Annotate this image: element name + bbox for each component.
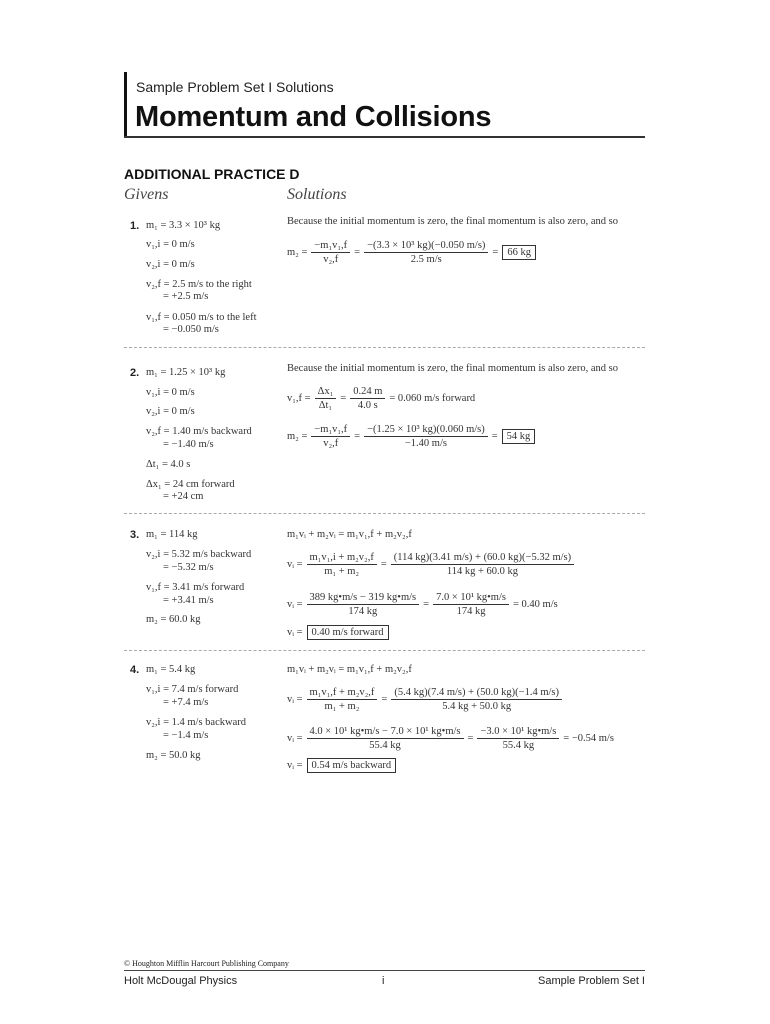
problem-number: 2. bbox=[130, 367, 140, 379]
denominator: 2.5 m/s bbox=[410, 254, 442, 265]
final-answer bbox=[287, 758, 396, 773]
final-answer bbox=[287, 625, 389, 640]
answer-box: 54 kg bbox=[502, 429, 536, 444]
given: = +24 cm bbox=[163, 491, 204, 502]
numerator: 7.0 × 10¹ kg•m/s bbox=[433, 591, 509, 605]
numerator: 389 kg•m/s − 319 kg•m/s bbox=[307, 591, 420, 605]
denominator: m₁ + m₂ bbox=[324, 566, 360, 577]
solution-equation bbox=[287, 239, 536, 266]
given: = +7.4 m/s bbox=[163, 697, 209, 708]
given: v₂,i = 1.4 m/s backward bbox=[146, 717, 246, 728]
momentum-equation: m₁vᵢ + m₂vᵢ = m₁v₁,f + m₂v₂,f bbox=[287, 529, 412, 540]
solution-equation bbox=[287, 551, 574, 578]
page-title: Momentum and Collisions bbox=[135, 101, 492, 133]
numerator: m₁v₁,f + m₂v₂,f bbox=[307, 686, 378, 700]
denominator: v₂,f bbox=[323, 438, 339, 449]
given: Δt₁ = 4.0 s bbox=[146, 459, 191, 470]
divider bbox=[124, 513, 645, 514]
equals: = bbox=[492, 247, 499, 258]
fraction bbox=[307, 686, 378, 713]
solutions-heading: Solutions bbox=[287, 186, 347, 203]
equation-lhs: vᵢ = bbox=[287, 760, 303, 771]
numerator: (114 kg)(3.41 m/s) + (60.0 kg)(−5.32 m/s) bbox=[391, 551, 574, 565]
result: = −0.54 m/s bbox=[563, 733, 614, 744]
numerator: −(1.25 × 10³ kg)(0.060 m/s) bbox=[364, 423, 488, 437]
given: v₁,i = 0 m/s bbox=[146, 387, 195, 398]
given: m₁ = 114 kg bbox=[146, 529, 198, 540]
page-subtitle: Sample Problem Set I Solutions bbox=[136, 79, 334, 95]
fraction bbox=[307, 551, 377, 578]
fraction bbox=[391, 686, 562, 713]
given: m₂ = 50.0 kg bbox=[146, 750, 201, 761]
solution-equation bbox=[287, 423, 535, 450]
numerator: Δx₁ bbox=[315, 385, 337, 399]
given: v₂,i = 5.32 m/s backward bbox=[146, 549, 252, 560]
equation-lhs: v₁,f = bbox=[287, 393, 311, 404]
given: m₁ = 3.3 × 10³ kg bbox=[146, 220, 221, 231]
given: m₁ = 1.25 × 10³ kg bbox=[146, 367, 226, 378]
equation-lhs: vᵢ = bbox=[287, 599, 303, 610]
fraction bbox=[315, 385, 337, 412]
denominator: 174 kg bbox=[456, 606, 486, 617]
problem-number: 4. bbox=[130, 664, 140, 676]
fraction bbox=[311, 423, 350, 450]
fraction bbox=[433, 591, 509, 618]
equation-lhs: vᵢ = bbox=[287, 694, 303, 705]
header-bar bbox=[124, 72, 127, 138]
denominator: 114 kg + 60.0 kg bbox=[446, 566, 519, 577]
given: = −1.4 m/s bbox=[163, 730, 209, 741]
divider bbox=[124, 650, 645, 651]
fraction bbox=[364, 239, 488, 266]
solution-equation bbox=[287, 591, 558, 618]
solution-equation bbox=[287, 725, 614, 752]
given: v₂,i = 0 m/s bbox=[146, 259, 195, 270]
momentum-equation: m₁vᵢ + m₂vᵢ = m₁v₁,f + m₂v₂,f bbox=[287, 664, 412, 675]
equals: = bbox=[491, 431, 498, 442]
equals: = bbox=[380, 559, 387, 570]
equals: = bbox=[354, 431, 361, 442]
answer-box: 0.54 m/s backward bbox=[307, 758, 397, 773]
denominator: 55.4 kg bbox=[502, 740, 535, 751]
footer-section: Sample Problem Set I bbox=[538, 975, 645, 987]
solution-intro: Because the initial momentum is zero, the final momentum is also zero, and so bbox=[287, 216, 618, 227]
equals: = bbox=[423, 599, 430, 610]
givens-heading: Givens bbox=[124, 186, 169, 203]
footer-book-title: Holt McDougal Physics bbox=[124, 975, 238, 987]
equals: = bbox=[340, 393, 347, 404]
numerator: 4.0 × 10¹ kg•m/s − 7.0 × 10¹ kg•m/s bbox=[307, 725, 464, 739]
footer-rule bbox=[124, 970, 645, 971]
numerator: 0.24 m bbox=[350, 385, 385, 399]
given: v₁,i = 0 m/s bbox=[146, 239, 195, 250]
equals: = bbox=[381, 694, 388, 705]
denominator: v₂,f bbox=[323, 254, 339, 265]
denominator: Δt₁ bbox=[318, 400, 333, 411]
result: = 0.40 m/s bbox=[512, 599, 558, 610]
numerator: (5.4 kg)(7.4 m/s) + (50.0 kg)(−1.4 m/s) bbox=[391, 686, 562, 700]
denominator: 5.4 kg + 50.0 kg bbox=[442, 701, 512, 712]
equation-lhs: m₂ = bbox=[287, 431, 308, 442]
fraction bbox=[350, 385, 385, 412]
numerator: −(3.3 × 10³ kg)(−0.050 m/s) bbox=[364, 239, 488, 253]
numerator: −m₁v₁,f bbox=[311, 423, 350, 437]
given: v₂,f = 2.5 m/s to the right bbox=[146, 279, 252, 290]
equals: = bbox=[467, 733, 474, 744]
fraction bbox=[307, 591, 420, 618]
fraction bbox=[307, 725, 464, 752]
denominator: −1.40 m/s bbox=[404, 438, 447, 449]
equation-lhs: vᵢ = bbox=[287, 559, 303, 570]
given: = +3.41 m/s bbox=[163, 595, 214, 606]
numerator: −m₁v₁,f bbox=[311, 239, 350, 253]
given: v₁,f = 0.050 m/s to the left bbox=[146, 312, 257, 323]
given: = −5.32 m/s bbox=[163, 562, 214, 573]
given: v₂,i = 0 m/s bbox=[146, 406, 195, 417]
given: m₁ = 5.4 kg bbox=[146, 664, 196, 675]
given: v₂,f = 1.40 m/s backward bbox=[146, 426, 252, 437]
given: v₁,f = 3.41 m/s forward bbox=[146, 582, 245, 593]
solution-intro: Because the initial momentum is zero, the final momentum is also zero, and so bbox=[287, 363, 618, 374]
numerator: −3.0 × 10¹ kg•m/s bbox=[477, 725, 559, 739]
given: Δx₁ = 24 cm forward bbox=[146, 479, 235, 490]
fraction bbox=[477, 725, 559, 752]
fraction bbox=[311, 239, 350, 266]
given: v₁,i = 7.4 m/s forward bbox=[146, 684, 239, 695]
denominator: m₁ + m₂ bbox=[324, 701, 360, 712]
equation-lhs: vᵢ = bbox=[287, 627, 303, 638]
copyright-notice: © Houghton Mifflin Harcourt Publishing Company bbox=[124, 959, 289, 968]
denominator: 55.4 kg bbox=[369, 740, 401, 751]
solution-equation bbox=[287, 686, 562, 713]
equation-lhs: vᵢ = bbox=[287, 733, 303, 744]
title-rule bbox=[124, 136, 645, 138]
equals: = bbox=[354, 247, 361, 258]
given: = −1.40 m/s bbox=[163, 439, 214, 450]
solution-equation bbox=[287, 385, 475, 412]
section-title: ADDITIONAL PRACTICE D bbox=[124, 166, 300, 182]
problem-number: 1. bbox=[130, 220, 140, 232]
fraction bbox=[391, 551, 574, 578]
answer-box: 0.40 m/s forward bbox=[307, 625, 389, 640]
divider bbox=[124, 347, 645, 348]
numerator: m₁v₁,i + m₂v₂,f bbox=[307, 551, 377, 565]
given: = −0.050 m/s bbox=[163, 324, 219, 335]
footer-page-number: i bbox=[382, 975, 385, 987]
denominator: 4.0 s bbox=[357, 400, 378, 411]
given: = +2.5 m/s bbox=[163, 291, 209, 302]
problem-number: 3. bbox=[130, 529, 140, 541]
answer-box: 66 kg bbox=[502, 245, 536, 260]
result: = 0.060 m/s forward bbox=[389, 393, 476, 404]
denominator: 174 kg bbox=[348, 606, 378, 617]
given: m₂ = 60.0 kg bbox=[146, 614, 201, 625]
fraction bbox=[364, 423, 488, 450]
equation-lhs: m₂ = bbox=[287, 247, 308, 258]
